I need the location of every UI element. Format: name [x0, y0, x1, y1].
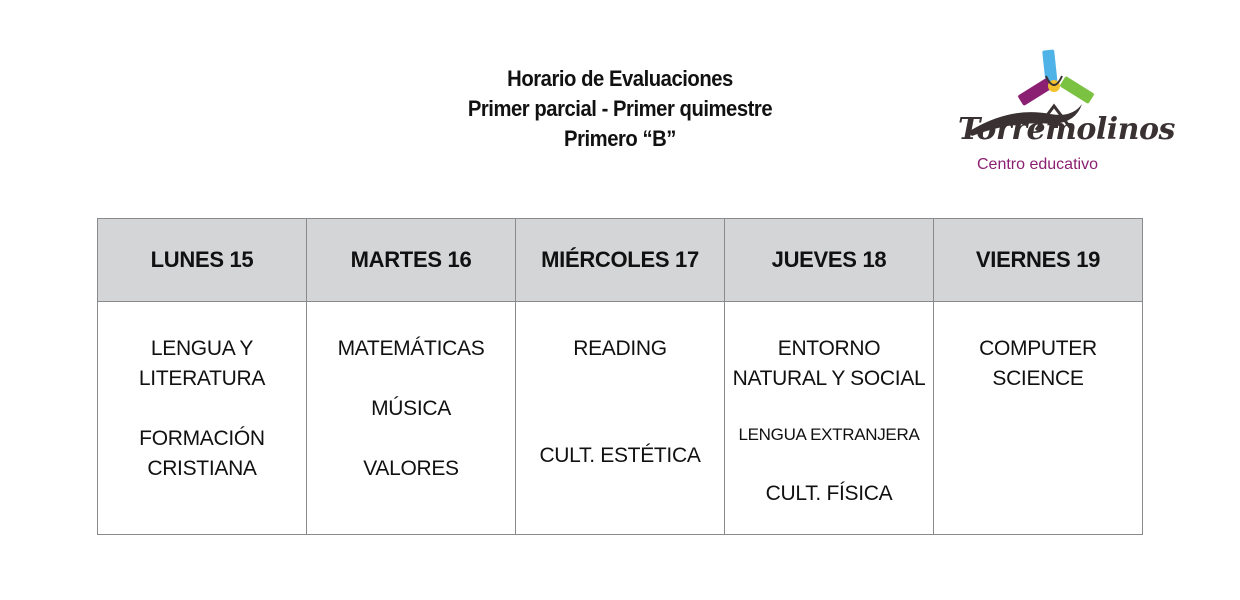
header-grade: Primero “B”: [564, 126, 676, 151]
subjects-cell-jueves: [725, 302, 934, 535]
subjects-cell-viernes: [934, 302, 1143, 535]
subject-text: NATURAL Y SOCIAL: [732, 367, 926, 390]
header-title: Horario de Evaluaciones: [507, 66, 733, 91]
subject-text: CULT. ESTÉTICA: [539, 444, 701, 467]
day-header-jueves: JUEVES 18: [725, 219, 934, 302]
subject-text: ENTORNO: [777, 337, 881, 360]
header-period: Primer parcial - Primer quimestre: [467, 96, 773, 121]
subject-text: READING: [573, 337, 667, 360]
school-logo: [950, 44, 1175, 180]
subject-text: SCIENCE: [992, 367, 1084, 390]
subjects-cell-miercoles: [516, 302, 725, 535]
subject-text: CRISTIANA: [147, 457, 257, 480]
subject-text: MÚSICA: [371, 397, 451, 420]
subject-text: VALORES: [363, 457, 459, 480]
subject-text: COMPUTER: [979, 337, 1097, 360]
subject-text: CULT. FÍSICA: [765, 482, 893, 505]
subject-text: LENGUA EXTRANJERA: [738, 425, 920, 444]
table-row: [98, 302, 1143, 535]
subject-text: LENGUA Y: [150, 337, 254, 360]
logo-brand-name: Torremolinos: [958, 112, 1175, 147]
subjects-cell-lunes: [98, 302, 307, 535]
subjects-cell-martes: [307, 302, 516, 535]
subject-text: LITERATURA: [138, 367, 266, 390]
day-header-martes: MARTES 16: [307, 219, 516, 302]
subject-text: MATEMÁTICAS: [337, 337, 485, 360]
day-header-viernes: VIERNES 19: [934, 219, 1143, 302]
subject-text: FORMACIÓN: [139, 427, 265, 450]
schedule-header: [420, 64, 820, 154]
evaluation-schedule-table: [97, 218, 1143, 535]
day-header-lunes: LUNES 15: [98, 219, 307, 302]
day-header-miercoles: MIÉRCOLES 17: [516, 219, 725, 302]
table-header-row: [98, 219, 1143, 302]
logo-subtitle: Centro educativo: [977, 156, 1098, 173]
